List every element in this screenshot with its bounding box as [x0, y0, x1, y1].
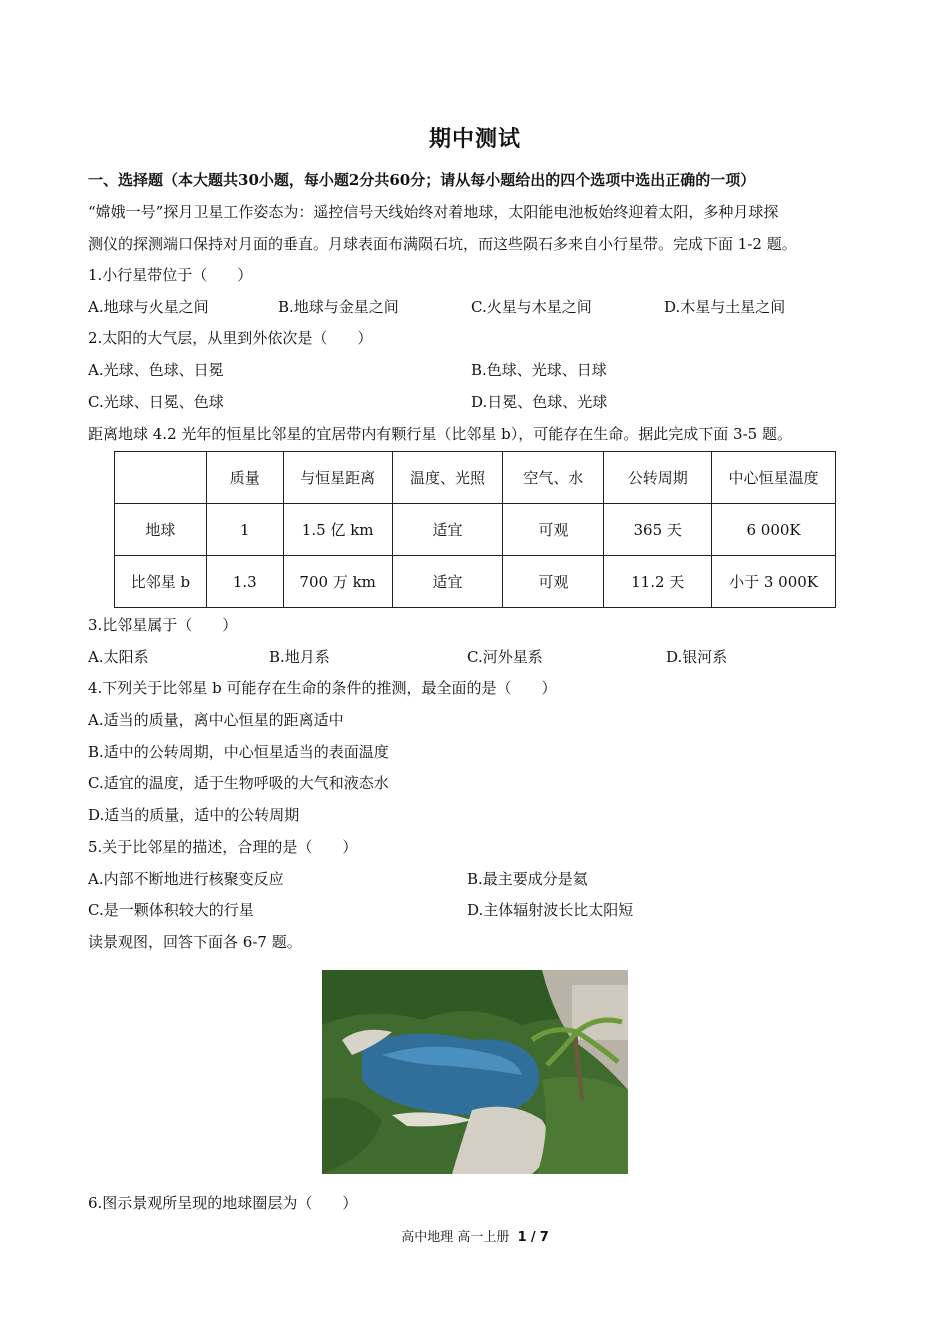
q5-stem: 5.关于比邻星的描述，合理的是（ ）: [88, 838, 358, 856]
table-row: [115, 556, 836, 608]
table-cell: 比邻星 b: [115, 556, 207, 608]
page-footer: [0, 1226, 950, 1245]
points-each: 2: [348, 171, 360, 189]
table-cell: 1.3: [206, 556, 283, 608]
footer-page-number: 1: [517, 1230, 527, 1245]
table-cell: 700 万 km: [283, 556, 392, 608]
footer-separator: /: [530, 1230, 536, 1245]
table-header-cell: 质量: [206, 452, 283, 504]
table-header-cell: 中心恒星温度: [712, 452, 836, 504]
q2-option-d: D.日冕、色球、光球: [471, 393, 608, 411]
q2-option-a: A.光球、色球、日冕: [88, 361, 224, 379]
table-cell: 适宜: [392, 504, 503, 556]
q1-option-b: B.地球与金星之间: [278, 298, 399, 316]
page-title: 期中测试: [428, 126, 521, 152]
q5-option-b: B.最主要成分是氦: [467, 870, 588, 888]
passage3: 读景观图，回答下面各 6-7 题。: [88, 933, 302, 951]
landscape-photo: [322, 970, 628, 1174]
planet-comparison-table: [114, 451, 836, 608]
q4-stem: 4.下列关于比邻星 b 可能存在生命的条件的推测，最全面的是（ ）: [88, 679, 557, 697]
q4-option-c: C.适宜的温度，适于生物呼吸的大气和液态水: [88, 774, 389, 792]
table-header-cell: 空气、水: [503, 452, 604, 504]
table-cell: 1.5 亿 km: [283, 504, 392, 556]
q3-option-c: C.河外星系: [467, 648, 543, 666]
table-cell: 365 天: [604, 504, 712, 556]
section-prefix: 一、选择题（本大题共: [88, 171, 239, 189]
question-count: 30: [238, 171, 259, 189]
section-suffix: 分；请从每小题给出的四个选项中选出正确的一项）: [410, 171, 756, 189]
q2-stem: 2.太阳的大气层，从里到外依次是（ ）: [88, 329, 373, 347]
table-header-cell: 公转周期: [604, 452, 712, 504]
table-cell: 6 000K: [712, 504, 836, 556]
q4-option-b: B.适中的公转周期，中心恒星适当的表面温度: [88, 743, 389, 761]
q3-option-b: B.地月系: [269, 648, 330, 666]
q1-option-d: D.木星与土星之间: [664, 298, 786, 316]
q1-stem: 1.小行星带位于（ ）: [88, 266, 253, 284]
q3-option-a: A.太阳系: [88, 648, 149, 666]
footer-page-total: 7: [539, 1230, 549, 1245]
q2-option-b: B.色球、光球、日球: [471, 361, 607, 379]
table-header-row: [115, 452, 836, 504]
passage1-line2: 测仪的探测端口保持对月面的垂直。月球表面布满陨石坑，而这些陨石多来自小行星带。完成下面 1-2 题。: [88, 235, 797, 253]
q3-stem: 3.比邻星属于（ ）: [88, 616, 238, 634]
table-cell: 适宜: [392, 556, 503, 608]
passage2: 距离地球 4.2 光年的恒星比邻星的宜居带内有颗行星（比邻星 b），可能存在生命。据此完成下面 3-5 题。: [88, 425, 792, 443]
q4-option-a: A.适当的质量，离中心恒星的距离适中: [88, 711, 344, 729]
q3-option-d: D.银河系: [666, 648, 728, 666]
q4-option-d: D.适当的质量，适中的公转周期: [88, 806, 300, 824]
table-row: [115, 504, 836, 556]
footer-label: 高中地理 高一上册: [401, 1230, 510, 1245]
table-cell: 可观: [503, 504, 604, 556]
q1-option-a: A.地球与火星之间: [88, 298, 209, 316]
q5-option-a: A.内部不断地进行核聚变反应: [88, 870, 284, 888]
q6-stem: 6.图示景观所呈现的地球圈层为（ ）: [88, 1194, 358, 1212]
section-mid1: 小题，每小题: [258, 171, 349, 189]
section-heading: [88, 170, 755, 190]
q5-option-d: D.主体辐射波长比太阳短: [467, 901, 634, 919]
points-total: 60: [389, 171, 411, 189]
table-cell: 1: [206, 504, 283, 556]
q5-option-c: C.是一颗体积较大的行星: [88, 901, 254, 919]
table-cell: 地球: [115, 504, 207, 556]
table-cell: 可观: [503, 556, 604, 608]
q2-option-c: C.光球、日冕、色球: [88, 393, 224, 411]
table-header-cell: 与恒星距离: [283, 452, 392, 504]
table-cell: 11.2 天: [604, 556, 712, 608]
section-mid2: 分共: [359, 171, 390, 189]
q1-option-c: C.火星与木星之间: [471, 298, 592, 316]
table-header-cell: [115, 452, 207, 504]
table-cell: 小于 3 000K: [712, 556, 836, 608]
table-header-cell: 温度、光照: [392, 452, 503, 504]
passage1-line1: “嫦娥一号”探月卫星工作姿态为：遥控信号天线始终对着地球，太阳能电池板始终迎着太阳，多种月球探: [88, 203, 779, 221]
